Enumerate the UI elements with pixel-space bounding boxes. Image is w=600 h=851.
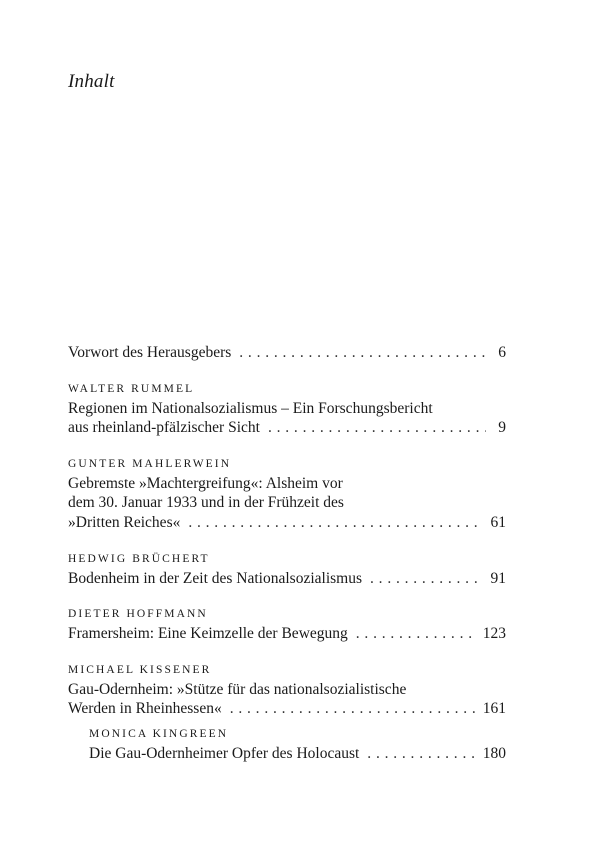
author-name: HEDWIG BRÜCHERT xyxy=(68,552,210,565)
dot-leader xyxy=(356,624,475,644)
toc-title: Vorwort des Herausgebers xyxy=(68,344,232,361)
toc-entry-rummel xyxy=(68,380,506,438)
page-number: 9 xyxy=(498,419,506,437)
toc-title: Bodenheim in der Zeit des Nationalsozialismus xyxy=(68,569,363,587)
author-name: MICHAEL KISSENER xyxy=(68,663,212,676)
toc-line xyxy=(68,343,506,363)
toc-title: Gebremste »Machtergreifung«: Alsheim vor xyxy=(68,474,343,492)
toc-title: Werden in Rheinhessen« xyxy=(68,700,222,718)
toc-title: Regionen im Nationalsozialismus – Ein Forschungsbericht xyxy=(68,399,433,417)
toc-title: aus rheinland-pfälzischer Sicht xyxy=(68,419,260,437)
toc-entry-kissener xyxy=(68,661,506,719)
toc-entry-preface xyxy=(68,343,506,363)
toc-line xyxy=(68,624,506,644)
dot-leader xyxy=(370,569,482,589)
toc-line xyxy=(68,569,506,589)
page-title: Inhalt xyxy=(68,71,115,92)
author-name: WALTER RUMMEL xyxy=(68,382,195,395)
dot-leader xyxy=(230,699,475,719)
toc-line xyxy=(68,418,506,438)
toc-title: Framersheim: Eine Keimzelle der Bewegung xyxy=(68,625,348,643)
toc-entry-kingreen xyxy=(68,725,506,764)
author-name: DIETER HOFFMANN xyxy=(68,608,208,621)
page-number: 61 xyxy=(490,513,506,531)
toc-line xyxy=(68,699,506,719)
page-number: 91 xyxy=(490,569,506,587)
dot-leader xyxy=(268,418,486,438)
toc-entry-hoffmann xyxy=(68,605,506,644)
page-number: 123 xyxy=(482,625,506,643)
toc-title: Die Gau-Odernheimer Opfer des Holocaust xyxy=(89,744,360,762)
toc-line xyxy=(89,744,506,764)
dot-leader xyxy=(188,513,482,533)
author-name: MONICA KINGREEN xyxy=(89,727,229,740)
toc-title: dem 30. Januar 1933 und in der Frühzeit des xyxy=(68,494,344,512)
toc-title: »Dritten Reiches« xyxy=(68,513,181,531)
page-number: 161 xyxy=(482,700,506,718)
toc-entry-bruechert xyxy=(68,550,506,589)
dot-leader xyxy=(239,343,486,363)
toc-line xyxy=(68,513,506,533)
table-of-contents xyxy=(68,343,506,764)
author-name: GUNTER MAHLERWEIN xyxy=(68,457,232,470)
toc-title: Gau-Odernheim: »Stütze für das nationalsozialistische xyxy=(68,680,407,698)
dot-leader xyxy=(367,744,474,764)
page-number: 6 xyxy=(498,344,506,361)
page-number: 180 xyxy=(482,744,506,762)
toc-entry-mahlerwein xyxy=(68,455,506,533)
